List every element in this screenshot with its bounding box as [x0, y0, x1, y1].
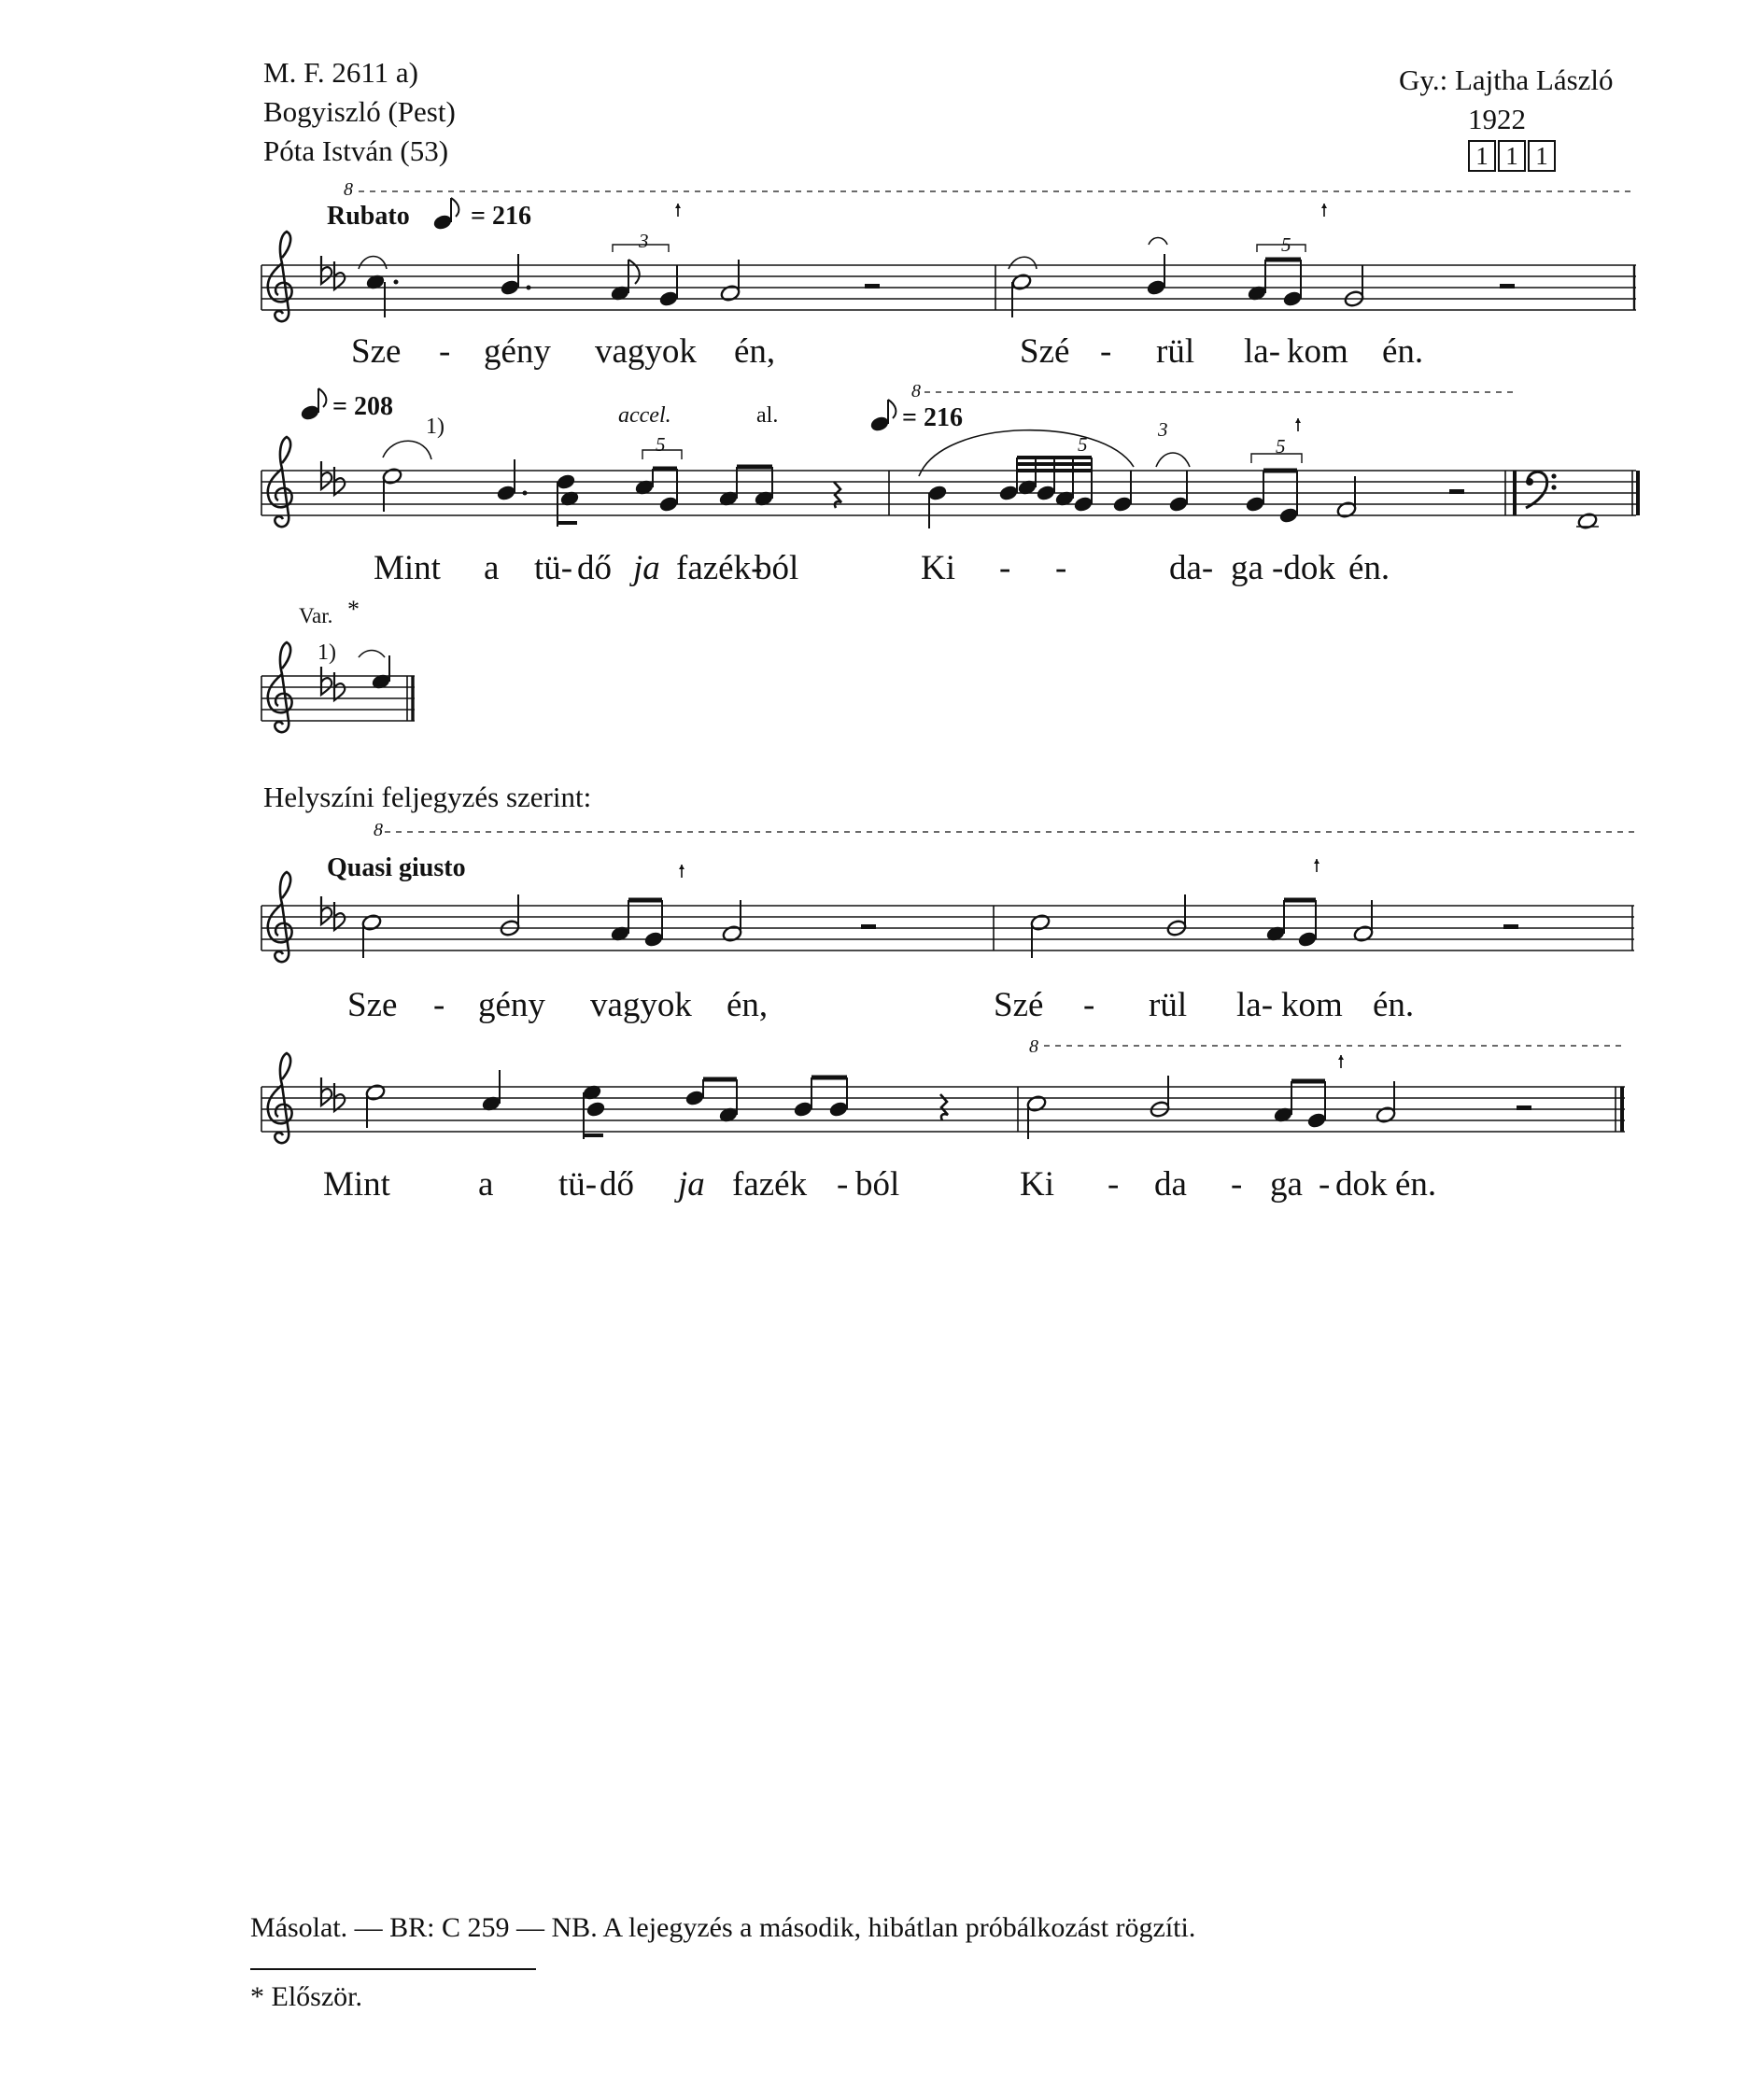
lyric-syllable: én. — [1382, 332, 1424, 371]
accel-mark: accel. — [618, 403, 671, 428]
variant-footnote-mark: 1) — [318, 641, 336, 665]
footer-note: Másolat. — BR: C 259 — NB. A lejegyzés a második, hibátlan próbálkozást rögzíti. — [250, 1912, 1196, 1943]
lyric-syllable: Sze — [347, 986, 398, 1024]
lyric-syllable: -dok — [1272, 549, 1335, 587]
lyric-syllable: tü- — [558, 1165, 598, 1204]
lyric-hyphen: - — [1055, 549, 1067, 587]
lyric-syllable: da — [1154, 1165, 1187, 1204]
lyric-hyphen: - — [433, 986, 445, 1024]
box-2: 1 — [1498, 140, 1526, 172]
lyric-syllable: rül — [1149, 986, 1188, 1024]
footnote-mark-1: 1) — [426, 415, 445, 439]
lyric-syllable: fazék — [732, 1165, 808, 1204]
box-3: 1 — [1528, 140, 1556, 172]
place: Bogyiszló (Pest) — [263, 95, 456, 128]
singer: Póta István (53) — [263, 134, 449, 167]
tune-id: M. F. 2611 a) — [263, 56, 419, 89]
tempo-208-value: = 208 — [332, 392, 393, 421]
tuplet-5-label: 5 — [1281, 233, 1291, 256]
section-2-title: Helyszíni feljegyzés szerint: — [263, 781, 592, 813]
tempo-quasi-giusto: Quasi giusto — [327, 853, 466, 882]
lyric-syllable: ga — [1231, 549, 1263, 587]
lyric-syllable: vagyok — [595, 332, 697, 371]
tuplet-5-label: 5 — [1276, 435, 1286, 458]
footnote-text: * Először. — [250, 1981, 362, 2012]
lyric-syllable: ból — [755, 549, 799, 587]
lyric-hyphen: - — [1231, 1165, 1243, 1204]
lyric-hyphen: - — [439, 332, 451, 371]
lyric-syllable: vagyok — [590, 986, 692, 1024]
lyric-syllable: én, — [727, 986, 769, 1024]
ottava-mark-3: 8 — [374, 820, 383, 840]
lyric-syllable: ja — [633, 549, 660, 587]
ottava-mark-1: 8 — [344, 179, 353, 200]
lyric-syllable: én. — [1373, 986, 1415, 1024]
lyric-syllable: én, — [734, 332, 776, 371]
lyric-syllable: ja — [678, 1165, 705, 1204]
lyric-hyphen: - — [1319, 1165, 1331, 1204]
tuplet-5-label: 5 — [1078, 433, 1088, 456]
tempo-rubato: Rubato — [327, 202, 410, 231]
lyric-syllable: la- — [1244, 332, 1281, 371]
lyric-syllable: én. — [1348, 549, 1390, 587]
variant-star: * — [347, 596, 360, 623]
lyric-syllable: gény — [478, 986, 545, 1024]
lyric-syllable: la- — [1236, 986, 1274, 1024]
lyric-syllable: Szé — [994, 986, 1044, 1024]
lyric-syllable: da- — [1169, 549, 1214, 587]
tuplet-3-label: 3 — [639, 230, 649, 252]
lyric-syllable: kom — [1287, 332, 1348, 371]
lyric-syllable: Mint — [323, 1165, 390, 1204]
accel-al: al. — [756, 403, 779, 428]
lyric-syllable: Szé — [1020, 332, 1070, 371]
lyric-hyphen: - — [1083, 986, 1095, 1024]
lyric-syllable: fazék- — [676, 549, 763, 587]
ottava-mark-2: 8 — [911, 381, 921, 401]
lyric-syllable: ga — [1270, 1165, 1303, 1204]
lyric-hyphen: - — [837, 1165, 849, 1204]
lyric-hyphen: - — [999, 549, 1011, 587]
tuplet-3-label: 3 — [1158, 418, 1168, 441]
collector: Gy.: Lajtha László — [1399, 63, 1614, 96]
lyric-syllable: kom — [1281, 986, 1343, 1024]
tempo-rubato-value: = 216 — [471, 202, 531, 231]
lyric-syllable: dő — [600, 1165, 634, 1204]
lyric-syllable: én. — [1395, 1165, 1437, 1204]
box-1: 1 — [1468, 140, 1496, 172]
lyric-syllable: Sze — [351, 332, 402, 371]
lyric-syllable: rül — [1156, 332, 1195, 371]
lyric-syllable: Ki — [921, 549, 955, 587]
year: 1922 — [1468, 103, 1526, 135]
lyric-syllable: ból — [855, 1165, 900, 1204]
lyric-syllable: a — [478, 1165, 494, 1204]
lyric-hyphen: - — [1108, 1165, 1120, 1204]
lyric-syllable: dok — [1335, 1165, 1388, 1204]
lyric-syllable: gény — [484, 332, 551, 371]
lyric-syllable: a — [484, 549, 500, 587]
lyric-syllable: dő — [577, 549, 612, 587]
tempo-216-value: = 216 — [902, 403, 963, 432]
lyric-syllable: Mint — [374, 549, 441, 587]
ottava-mark-4: 8 — [1029, 1036, 1038, 1057]
lyric-hyphen: - — [1100, 332, 1112, 371]
lyric-syllable: Ki — [1020, 1165, 1054, 1204]
variant-label: Var. — [299, 604, 333, 627]
tuplet-5-label: 5 — [656, 433, 666, 456]
lyric-syllable: tü- — [534, 549, 573, 587]
